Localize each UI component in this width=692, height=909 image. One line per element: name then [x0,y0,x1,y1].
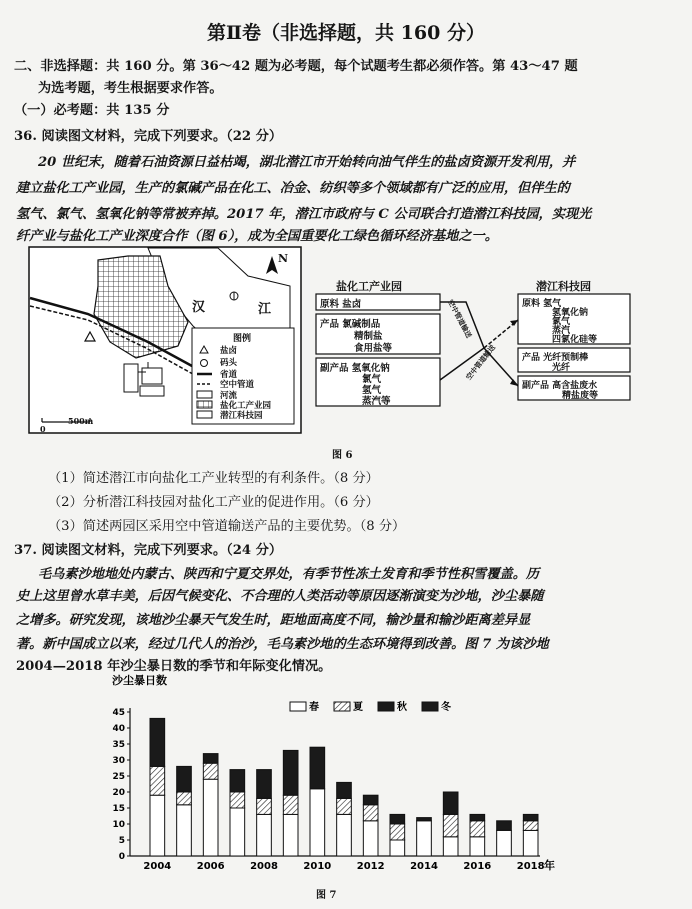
bar-冬 [390,814,405,824]
bar-春 [150,795,165,856]
legend-item: 河流 [220,391,238,401]
y-tick-label: 35 [112,740,125,750]
place-label-jiang: 江 [258,302,272,317]
legend-label: 春 [309,702,319,713]
flow-left-product: 食用盐等 [354,343,393,354]
x-tick-label: 2004 [143,861,172,872]
figure6-caption: 图 6 [332,450,353,461]
x-tick-label: 2018 [516,861,545,872]
flow-left-byproduct: 氯气 [362,374,382,385]
x-tick-label: 2006 [196,861,225,872]
legend-label: 夏 [353,702,363,713]
bar-春 [390,840,405,856]
place-label-han: 汉 [192,300,206,315]
bar-春 [310,789,325,856]
x-tick-label: 2012 [356,861,385,872]
x-tick-label: 2016 [463,861,492,872]
bar-冬 [150,718,165,766]
q37-material-line: 著。新中国成立以来，经过几代人的治沙，毛乌素沙地的生态环境得到改善。图 7 为该沙地 [16,637,549,652]
bar-夏 [443,814,458,836]
legend-item: 盐化工产业园 [220,401,272,411]
q36-stem: 36. 阅读图文材料，完成下列要求。（22 分） [14,129,283,144]
y-tick-label: 30 [112,756,125,766]
bar-春 [177,805,192,856]
bar-冬 [443,792,458,814]
legend-item: 省道 [220,370,238,380]
bar-夏 [230,792,245,808]
figure7-chart [100,672,660,892]
legend-item: 码头 [220,358,238,368]
bar-夏 [203,763,218,779]
y-tick-label: 5 [118,836,125,846]
q37-material-line: 之增多。研究发现，该地沙尘暴天气发生时，距地面高度不同，输沙量和输沙距离差异显 [16,613,531,628]
x-axis-label: 年 [544,859,555,872]
north-label: N [278,252,289,265]
required-section-heading: （一）必考题：共 135 分 [14,103,170,118]
scale-zero: 0 [40,424,46,434]
flow-right-raw: 四氯化硅等 [552,335,598,345]
legend-label: 冬 [441,702,451,713]
scale-label: 500m [68,416,94,426]
bar-夏 [523,821,538,831]
q36-material-line: 20 世纪末，随着石油资源日益枯竭，湖北潜江市开始转向油气伴生的盐卤资源开发利用，并 [38,155,576,170]
q37-stem: 37. 阅读图文材料，完成下列要求。（24 分） [14,543,283,558]
y-tick-label: 45 [112,708,125,718]
flow-right-product: 光纤 [552,363,571,373]
y-tick-label: 10 [112,820,125,830]
figure6-map [28,246,302,434]
q37-material-line: 史上这里曾水草丰美，后因气候变化、不合理的人类活动等原因逐渐演变为沙地，沙尘暴随 [16,589,544,604]
bar-夏 [390,824,405,840]
flow-left-title: 盐化工产业园 [336,280,402,293]
figure7-caption: 图 7 [316,890,337,901]
y-tick-label: 15 [112,804,125,814]
flow-right-title: 潜江科技园 [536,280,591,293]
flow-right-byproduct: 副产品 高含盐废水 [522,381,598,391]
flow-left-byproduct: 氢气 [362,385,382,396]
y-axis-label: 沙尘暴日数 [112,674,167,687]
flow-left-product: 精制盐 [354,331,383,342]
bar-冬 [230,770,245,792]
bar-冬 [257,770,272,799]
x-tick-label: 2008 [250,861,278,872]
bar-春 [337,814,352,856]
bar-冬 [203,754,218,764]
pipe-label-down: 空中管道输送 [464,342,497,382]
bar-春 [363,821,378,856]
flow-left-byproduct: 蒸汽等 [362,396,391,407]
bar-春 [203,779,218,856]
bar-冬 [523,814,538,820]
legend-title: 图例 [233,334,252,344]
bar-冬 [363,795,378,805]
flow-left-product: 产品 氯碱制品 [320,319,381,330]
legend-item: 盐卤 [220,346,238,356]
bar-冬 [337,782,352,798]
bar-春 [470,837,485,856]
bar-夏 [177,792,192,805]
q36-material-line: 氢气、氯气、氢氧化钠等常被弃掉。2017 年，潜江市政府与 C 公司联合打造潜江科技园，实现光 [16,207,592,222]
flow-right-raw: 原料 氢气 [522,299,562,309]
bar-冬 [310,747,325,789]
flow-right-raw: 氯气 [552,317,571,327]
bar-春 [283,814,298,856]
q36-subquestion: （1）简述潜江市向盐化工产业转型的有利条件。（8 分） [48,471,379,486]
q36-subquestion: （2）分析潜江科技园对盐化工产业的促进作用。（6 分） [48,495,379,510]
flow-right-product: 产品 光纤预制棒 [522,353,589,363]
bar-夏 [283,795,298,814]
legend-swatch [378,702,394,711]
flow-left-byproduct: 副产品 氢氧化钠 [320,363,390,374]
q36-material-line: 纤产业与盐化工产业深度合作（图 6），成为全国重要化工绿色循环经济基地之一。 [16,229,498,244]
flow-right-byproduct: 精盐废等 [562,391,599,401]
bar-冬 [283,750,298,795]
section-instructions-line2: 为选考题，考生根据要求作答。 [38,81,223,96]
bar-春 [230,808,245,856]
section-instructions-line1: 二、非选择题：共 160 分。第 36～42 题为必考题，每个试题考生都必须作答。第 43～47 题 [14,59,578,74]
legend-swatch [290,702,306,711]
page-title: 第Ⅱ卷（非选择题，共 160 分） [207,22,485,44]
bar-春 [523,830,538,856]
bar-夏 [470,821,485,837]
bar-冬 [497,821,512,831]
x-tick-label: 2010 [303,861,332,872]
q37-material-line: 毛乌素沙地地处内蒙古、陕西和宁夏交界处，有季节性冻土发育和季节性积雪覆盖。历 [38,567,540,582]
bar-春 [257,814,272,856]
legend-swatch [334,702,350,711]
legend-swatch [422,702,438,711]
y-tick-label: 0 [118,852,125,862]
x-tick-label: 2014 [410,861,438,872]
legend-label: 秋 [397,702,407,713]
flow-left-raw: 原料 盐卤 [320,299,362,310]
bar-夏 [150,766,165,795]
bar-冬 [177,766,192,792]
bar-春 [497,830,512,856]
y-tick-label: 20 [112,788,125,798]
pipe-label-up: 空中管道输送 [446,298,474,340]
q37-material-line: 2004—2018 年沙尘暴日数的季节和年际变化情况。 [16,659,332,674]
bar-冬 [417,818,432,821]
bar-夏 [257,798,272,814]
bar-夏 [337,798,352,814]
flow-right-raw: 氢氧化钠 [552,308,589,318]
q36-material-line: 建立盐化工产业园，生产的氯碱产品在化工、冶金、纺织等多个领域都有广泛的应用，但伴生的 [16,181,570,196]
y-tick-label: 40 [112,724,125,734]
y-tick-label: 25 [112,772,125,782]
figure6-flow-diagram [314,276,664,416]
bar-春 [443,837,458,856]
bar-春 [417,821,432,856]
legend-item: 潜江科技园 [220,411,263,421]
bar-冬 [470,814,485,820]
flow-right-raw: 蒸汽 [552,326,571,336]
q36-subquestion: （3）简述两园区采用空中管道输送产品的主要优势。（8 分） [48,519,406,534]
legend-item: 空中管道 [220,380,255,390]
bar-夏 [363,805,378,821]
